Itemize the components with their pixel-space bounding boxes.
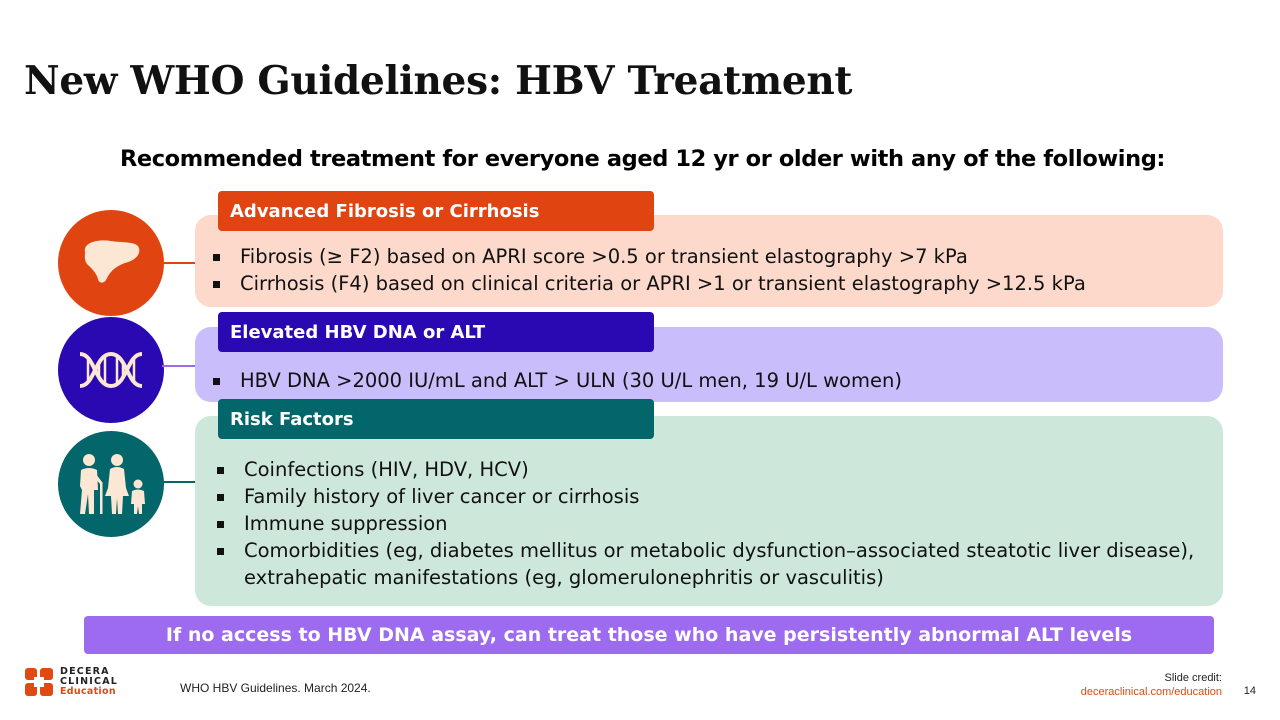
list-item: Coinfections (HIV, HDV, HCV) [214, 456, 1204, 483]
fibrosis-bullet-list [210, 243, 1086, 297]
fibrosis-label: Advanced Fibrosis or Cirrhosis [218, 191, 654, 231]
logo-line-1: DECERA [60, 666, 110, 677]
connector-line [162, 481, 198, 483]
liver-icon [81, 238, 141, 288]
risk-factors-bullet-list [214, 456, 1204, 591]
hbv-dna-bullet-list [210, 367, 902, 394]
logo-line-3: Education [60, 686, 116, 697]
logo-wordmark [60, 667, 118, 697]
decera-logo-icon [25, 668, 53, 696]
slide-title: New WHO Guidelines: HBV Treatment [24, 58, 853, 104]
slide-credit-link[interactable]: deceraclinical.com/education [1080, 686, 1222, 698]
slide-credit-label: Slide credit: [1164, 672, 1222, 684]
list-item: HBV DNA >2000 IU/mL and ALT > ULN (30 U/L men, 19 U/L women) [210, 367, 902, 394]
logo-line-2: CLINICAL [60, 676, 119, 687]
decera-logo [25, 667, 118, 697]
slide-subtitle: Recommended treatment for everyone aged 12 yr or older with any of the following: [119, 146, 1166, 172]
list-item: Fibrosis (≥ F2) based on APRI score >0.5 or transient elastography >7 kPa [210, 243, 1086, 270]
hbv-dna-label: Elevated HBV DNA or ALT [218, 312, 654, 352]
citation: WHO HBV Guidelines. March 2024. [180, 681, 371, 695]
list-item: Immune suppression [214, 510, 1204, 537]
dna-icon [76, 350, 146, 390]
slide-credit [1081, 671, 1222, 699]
liver-icon-circle [58, 210, 164, 316]
connector-line [162, 365, 198, 367]
risk-factors-label: Risk Factors [218, 399, 654, 439]
alt-note-banner: If no access to HBV DNA assay, can treat those who have persistently abnormal ALT levels [84, 616, 1214, 654]
list-item: Comorbidities (eg, diabetes mellitus or metabolic dysfunction–associated steatotic liver disease), extrahepatic manifestations (eg, glomerulonephritis or vasculitis) [214, 537, 1204, 591]
page-number: 14 [1243, 685, 1256, 697]
family-icon [71, 452, 151, 516]
list-item: Cirrhosis (F4) based on clinical criteria or APRI >1 or transient elastography >12.5 kPa [210, 270, 1086, 297]
connector-line [162, 262, 198, 264]
family-icon-circle [58, 431, 164, 537]
dna-icon-circle [58, 317, 164, 423]
list-item: Family history of liver cancer or cirrhosis [214, 483, 1204, 510]
